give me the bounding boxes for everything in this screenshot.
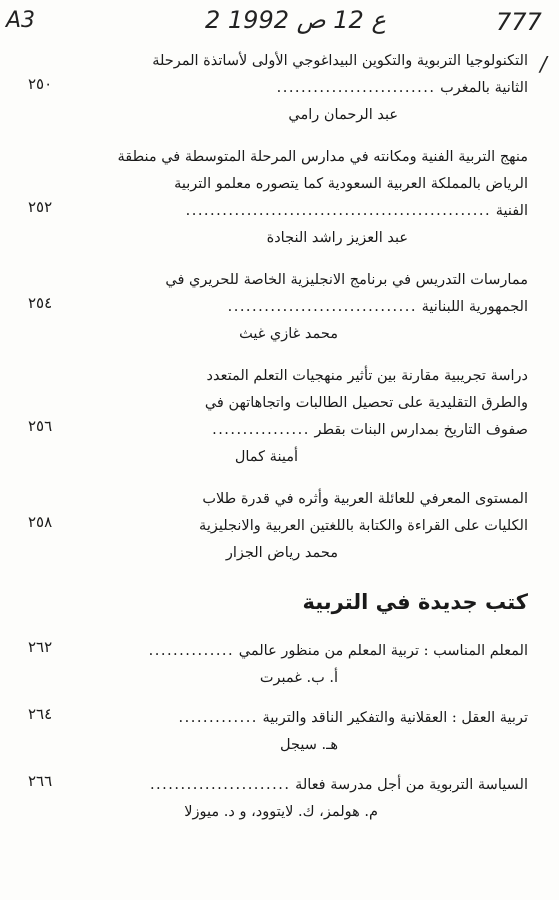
book-title-line: المعلم المناسب : تربية المعلم من منظور عالمي .............. [148, 643, 528, 659]
book-title-line: السياسة التربوية من أجل مدرسة فعالة ....................... [149, 777, 528, 793]
book-author: هـ. سيجل [280, 737, 338, 753]
page-number: ٢٥٢ [28, 198, 53, 216]
page-number: ٢٥٤ [28, 294, 53, 312]
page-number: ٢٦٤ [28, 705, 53, 723]
book-entry [28, 772, 528, 825]
book-author: م. هولمز، ك. لايتوود، و د. ميوزلا [184, 804, 378, 820]
article-title-line-last: الثانية بالمغرب .......................... [276, 80, 528, 96]
article-title-line: المستوى المعرفي للعائلة العربية وأثره في قدرة طلاب [202, 491, 528, 507]
book-author: أ. ب. غمبرت [259, 670, 338, 686]
page-number: ٢٥٨ [28, 513, 53, 531]
article-title-line: التكنولوجيا التربوية والتكوين البيداغوجي الأولى لأساتذة المرحلة [152, 53, 528, 69]
article-entry [28, 267, 528, 347]
article-entry [28, 144, 528, 251]
page-number: ٢٥٠ [28, 75, 53, 93]
book-entry [28, 638, 528, 691]
handwritten-number: 777 [496, 8, 542, 36]
article-title-line: منهج التربية الفنية ومكانته في مدارس المرحلة المتوسطة في منطقة [117, 149, 528, 165]
page-number: ٢٥٦ [28, 417, 53, 435]
article-author: عبد الرحمان رامي [288, 107, 398, 123]
article-author: محمد غازي غيث [239, 326, 338, 342]
article-title-line-last: الجمهورية اللبنانية ............................... [227, 299, 528, 315]
article-entry [28, 363, 528, 470]
section-title: كتب جديدة في التربية [302, 590, 528, 614]
article-title-line-last: الفنية .................................................. [185, 203, 528, 219]
article-title-line-last: صفوف التاريخ بمدارس البنات بقطر ................ [212, 422, 528, 438]
book-title-line: تربية العقل : العقلانية والتفكير الناقد والتربية ............. [178, 710, 528, 726]
page-number: ٢٦٢ [28, 638, 53, 656]
article-author: عبد العزيز راشد النجادة [266, 230, 408, 246]
article-author: محمد رياض الجزار [225, 545, 338, 561]
handwritten-note-left: A3 [6, 8, 36, 33]
article-entry [28, 486, 528, 566]
handwritten-tick: / [540, 52, 547, 76]
book-entry [28, 705, 528, 758]
article-title-line: والطرق التقليدية على تحصيل الطالبات واتجاهاتهن في [204, 395, 528, 411]
page-number: ٢٦٦ [28, 772, 53, 790]
handwritten-date: 2 ع 12 ص 1992 [205, 6, 386, 34]
article-title-line: ممارسات التدريس في برنامج الانجليزية الخاصة للحريري في [165, 272, 528, 288]
article-author: أمينة كمال [234, 449, 298, 465]
article-title-line: الرياض بالمملكة العربية السعودية كما يتصوره معلمو التربية [174, 176, 528, 192]
article-title-line-last: الكليات على القراءة والكتابة باللغتين العربية والانجليزية [199, 518, 528, 534]
table-of-contents [28, 48, 528, 839]
article-entry [28, 48, 528, 128]
article-title-line: دراسة تجريبية مقارنة بين تأثير منهجيات التعلم المتعدد [206, 368, 528, 384]
